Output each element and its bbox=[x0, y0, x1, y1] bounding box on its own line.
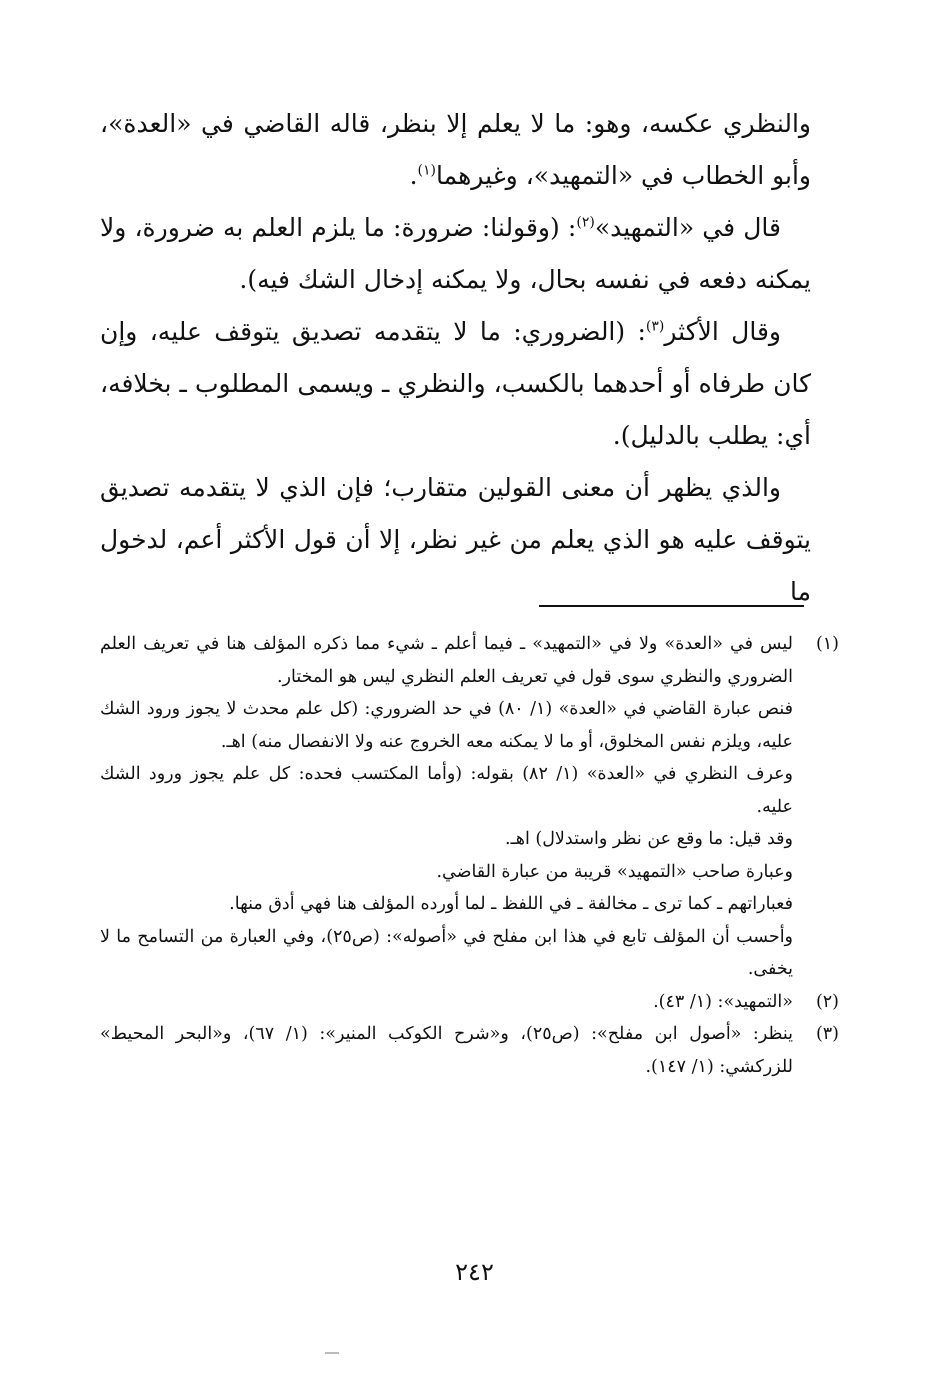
p3-rest: : (الضروري: ما لا يتقدمه تصديق يتوقف عليه، وإن كان طرفاه أو أحدهما بالكسب، والنظري ـ ويسمى المطلوب ـ بخلافه، أي: يطلب بالدليل). bbox=[100, 317, 811, 450]
main-paragraph-2 bbox=[100, 202, 811, 306]
footnote-1-para-2: فنص عبارة القاضي في «العدة» (١/ ٨٠) في حد الضروري: (كل علم محدث لا يجوز ورود الشك عليه، ويلزم نفس المخلوق، أو ما لا يمكنه معه الخروج عنه ولا الانفصال منه) اهـ. bbox=[100, 699, 793, 752]
scan-artifact bbox=[325, 1352, 339, 1354]
footnote-1-para-3: وعرف النظري في «العدة» (١/ ٨٢) بقوله: (وأما المكتسب فحده: كل علم يجوز ورود الشك عليه. bbox=[100, 764, 794, 817]
p1-text: والنظري عكسه، وهو: ما لا يعلم إلا بنظر، قاله القاضي في «العدة»، وأبو الخطاب في «التمهيد»، وغيرهما bbox=[100, 109, 811, 190]
footnote-1-number: (١) bbox=[815, 634, 839, 654]
footnote-ref-1[interactable]: (١) bbox=[417, 162, 437, 179]
footnote-1-para-7: وأحسب أن المؤلف تابع في هذا ابن مفلح في «أصوله»: (ص٢٥)، وفي العبارة من التسامح ما لا يخفى. bbox=[100, 926, 794, 979]
main-paragraph-3 bbox=[100, 306, 811, 462]
footnote-1-para-4: وقد قيل: ما وقع عن نظر واستدلال) اهـ. bbox=[505, 829, 793, 849]
p1-end: . bbox=[409, 161, 418, 190]
p2-rest: : (وقولنا: ضرورة: ما يلزم العلم به ضرورة، ولا يمكنه دفعه في نفسه بحال، ولا يمكنه إدخال الشك فيه). bbox=[100, 213, 811, 294]
footnote-1-text: ليس في «العدة» ولا في «التمهيد» ـ فيما أعلم ـ شيء مما ذكره المؤلف هنا في تعريف العلم الضروري والنظري سوى قول في تعريف العلم النظري ليس هو المختار. bbox=[100, 634, 793, 687]
p3-start: وقال الأكثر bbox=[664, 317, 781, 346]
footnote-3 bbox=[100, 1018, 839, 1083]
footnote-2-text: «التمهيد»: (١/ ٤٣). bbox=[653, 991, 793, 1012]
footnote-1-para-5: وعبارة صاحب «التمهيد» قريبة من عبارة القاضي. bbox=[436, 861, 793, 882]
footnote-ref-3[interactable]: (٣) bbox=[645, 318, 665, 335]
main-paragraph-4: والذي يظهر أن معنى القولين متقارب؛ فإن الذي لا يتقدمه تصديق يتوقف عليه هو الذي يعلم من غير نظر، إلا أن قول الأكثر أعم، لدخول ما bbox=[100, 473, 811, 606]
footnote-1 bbox=[100, 628, 839, 693]
footnote-3-text: ينظر: «أصول ابن مفلح»: (ص٢٥)، و«شرح الكوكب المنير»: (١/ ٦٧)، و«البحر المحيط» للزركشي: (١/ ١٤٧). bbox=[100, 1024, 793, 1077]
footnote-ref-2[interactable]: (٢) bbox=[576, 214, 595, 231]
main-text bbox=[100, 98, 811, 618]
footnote-1-para-6: فعباراتهم ـ كما ترى ـ مخالفة ـ في اللفظ ـ لما أورده المؤلف هنا فهي أدق منها. bbox=[229, 894, 793, 914]
footnotes bbox=[100, 628, 839, 1083]
main-paragraph-1 bbox=[100, 98, 811, 202]
footnote-2-number: (٢) bbox=[815, 991, 839, 1012]
footnote-separator bbox=[539, 605, 804, 607]
page-number: ٢٤٢ bbox=[455, 1258, 494, 1286]
footnote-2 bbox=[100, 986, 839, 1019]
p2-start: قال في «التمهيد» bbox=[594, 213, 781, 242]
footnote-3-number: (٣) bbox=[815, 1024, 839, 1044]
